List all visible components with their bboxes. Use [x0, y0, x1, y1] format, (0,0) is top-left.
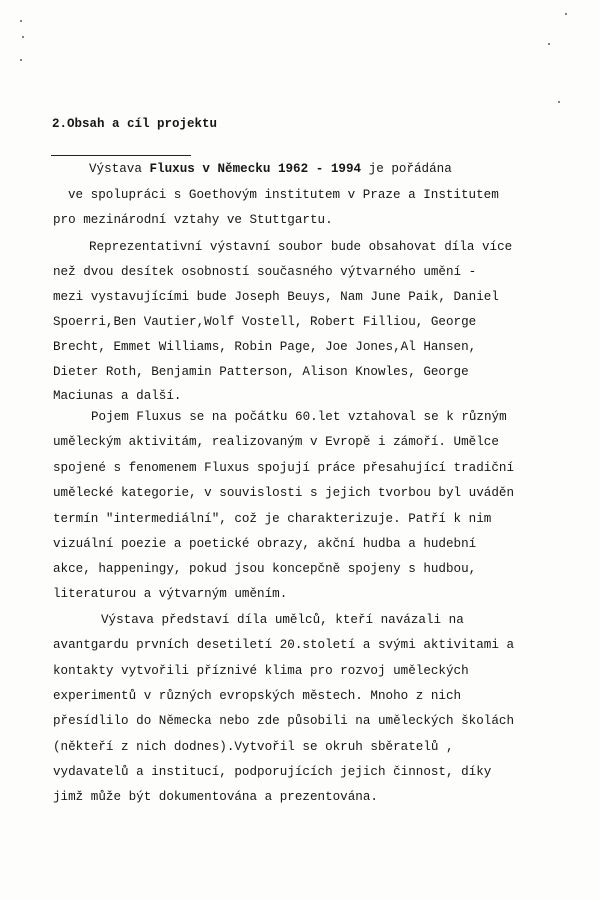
paragraph-2-line-6: Dieter Roth, Benjamin Patterson, Alison Knowles, George: [53, 365, 469, 379]
exhibition-title: Fluxus v Německu 1962 - 1994: [149, 162, 362, 176]
scan-speck: [548, 43, 550, 45]
paragraph-3-line-3: spojené s fenomenem Fluxus spojují práce přesahující tradiční: [53, 461, 515, 475]
heading-underline: [51, 155, 191, 156]
paragraph-4-line-4: experimentů v různých evropských městech. Mnoho z nich: [53, 689, 462, 703]
paragraph-4-line-1: Výstava představí díla umělců, kteří navázali na: [101, 613, 464, 627]
paragraph-2-line-3: mezi vystavujícími bude Joseph Beuys, Nam June Paik, Daniel: [53, 290, 499, 304]
scan-speck: [20, 59, 22, 61]
paragraph-3-line-5: termín "intermediální", což je charakterizuje. Patří k nim: [53, 512, 492, 526]
text-run: je pořádána: [361, 162, 452, 176]
paragraph-4-line-7: vydavatelů a institucí, podporujících jejich činnost, díky: [53, 765, 492, 779]
scan-speck: [558, 101, 560, 103]
text-run: Výstava: [89, 162, 150, 176]
paragraph-3-line-7: akce, happeningy, pokud jsou koncepčně spojeny s hudbou,: [53, 562, 477, 576]
paragraph-1-line-1: [89, 162, 452, 176]
paragraph-3-line-1: Pojem Fluxus se na počátku 60.let vztahoval se k různým: [91, 410, 507, 424]
section-heading: 2.Obsah a cíl projektu: [52, 117, 218, 131]
paragraph-2-line-2: než dvou desítek osobností současného výtvarného umění -: [53, 265, 477, 279]
paragraph-3-line-6: vizuální poezie a poetické obrazy, akční hudba a hudební: [53, 537, 477, 551]
paragraph-3-line-4: umělecké kategorie, v souvislosti s jejich tvorbou byl uváděn: [53, 486, 515, 500]
paragraph-2-line-7: Maciunas a další.: [53, 389, 182, 403]
paragraph-4-line-2: avantgardu prvních desetiletí 20.století a svými aktivitami a: [53, 638, 515, 652]
paragraph-1-line-2: ve spolupráci s Goethovým institutem v Praze a Institutem: [68, 188, 499, 202]
paragraph-3-line-8: literaturou a výtvarným uměním.: [53, 587, 288, 601]
paragraph-4-line-3: kontakty vytvořili příznivé klima pro rozvoj uměleckých: [53, 664, 469, 678]
paragraph-2-line-5: Brecht, Emmet Williams, Robin Page, Joe Jones,Al Hansen,: [53, 340, 477, 354]
scan-speck: [22, 36, 24, 38]
paragraph-4-line-8: jimž může být dokumentována a prezentována.: [53, 790, 378, 804]
paragraph-1-line-3: pro mezinárodní vztahy ve Stuttgartu.: [53, 213, 333, 227]
scan-speck: [20, 20, 22, 22]
paragraph-2-line-1: Reprezentativní výstavní soubor bude obsahovat díla více: [89, 240, 513, 254]
paragraph-4-line-5: přesídlilo do Německa nebo zde působili na uměleckých školách: [53, 714, 515, 728]
paragraph-2-line-4: Spoerri,Ben Vautier,Wolf Vostell, Robert Filliou, George: [53, 315, 477, 329]
scan-speck: [565, 13, 567, 15]
paragraph-3-line-2: uměleckým aktivitám, realizovaným v Evropě i zámoří. Umělce: [53, 435, 499, 449]
paragraph-4-line-6: (někteří z nich dodnes).Vytvořil se okruh sběratelů ,: [53, 740, 454, 754]
